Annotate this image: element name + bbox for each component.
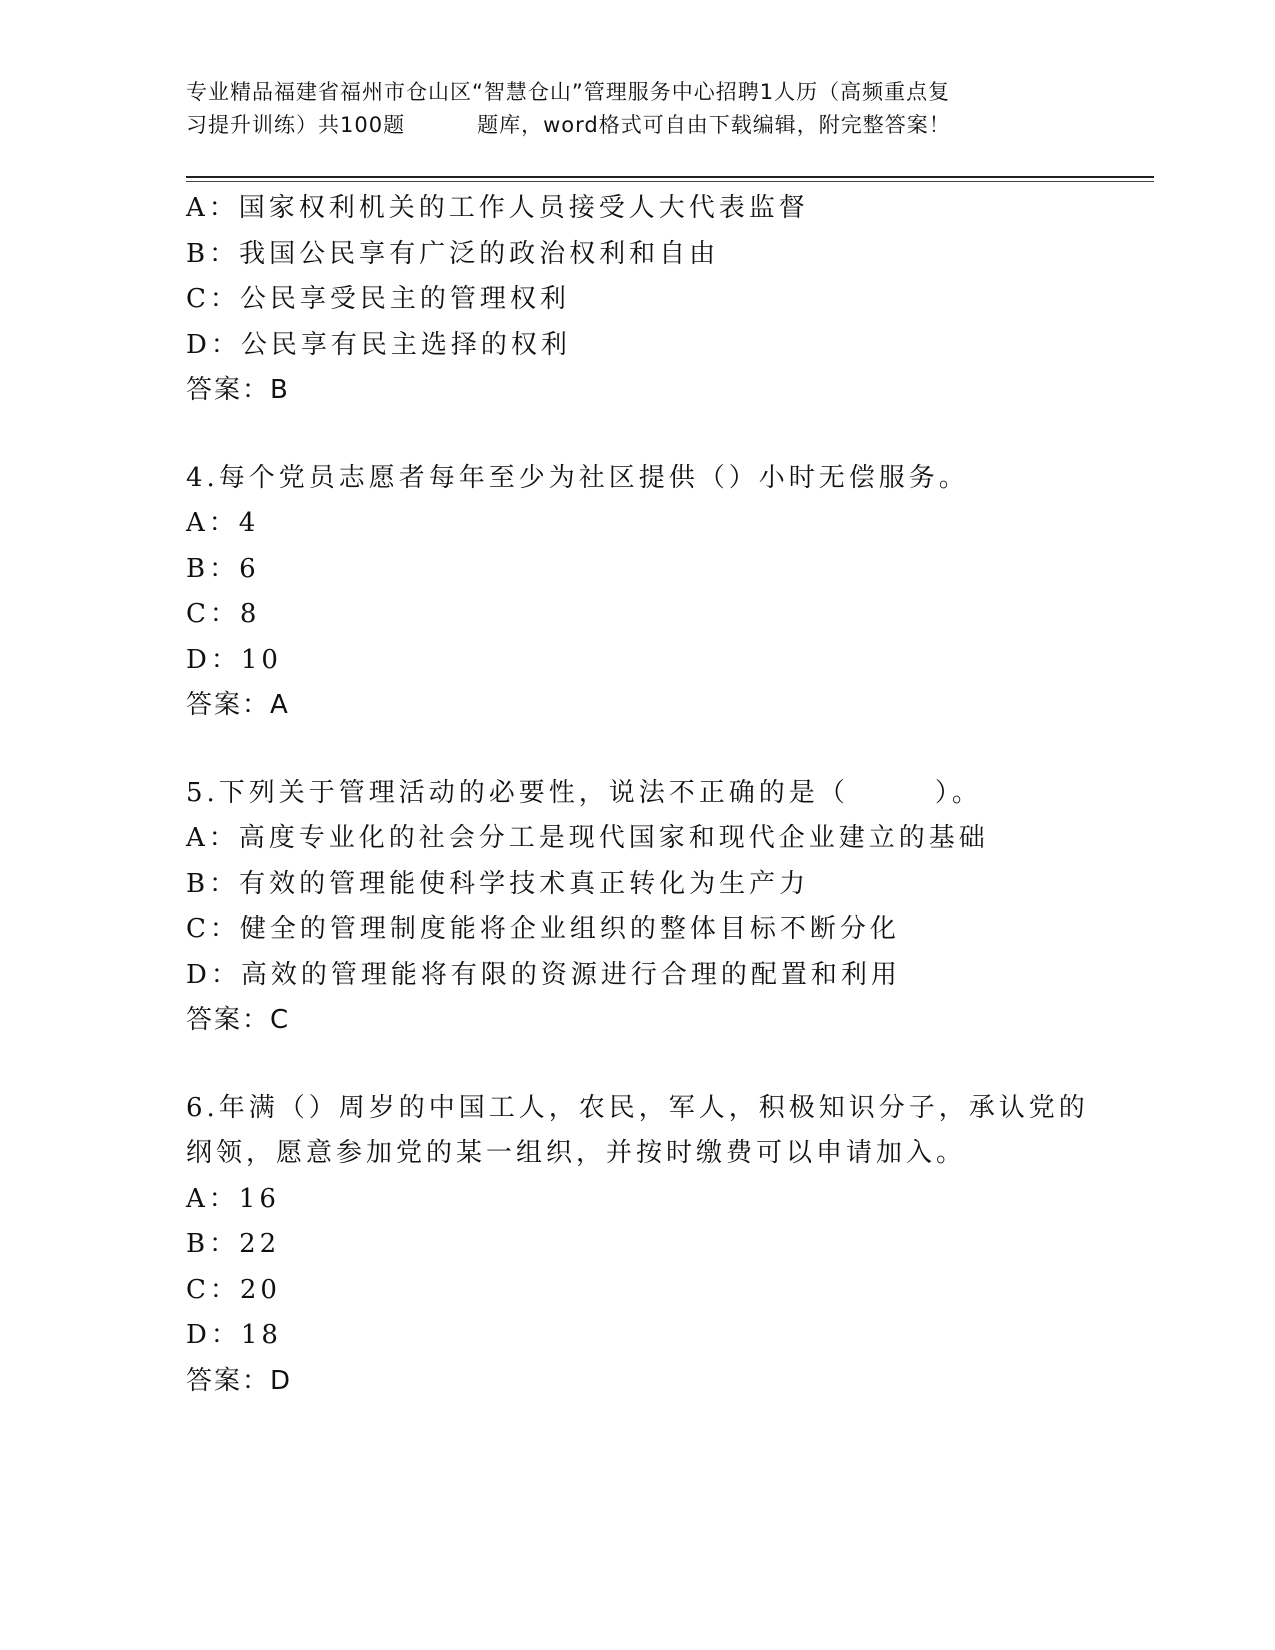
question-spacer [186, 1044, 1146, 1086]
option-a: A：4 [186, 508, 260, 538]
question-block-3 [186, 186, 1146, 414]
option-b: B：6 [186, 553, 260, 584]
option-b: B：有效的管理能使科学技术真正转化为生产力 [186, 868, 810, 899]
option-d: D：10 [186, 644, 282, 675]
option-d: D：18 [186, 1320, 282, 1350]
question-stem-line-1: 6.年满（）周岁的中国工人，农民，军人，积极知识分子，承认党的 [186, 1092, 1089, 1123]
question-block-5 [186, 771, 1146, 1044]
question-block-6 [186, 1086, 1146, 1405]
option-c: C：20 [186, 1274, 281, 1305]
answer-line: 答案：A [186, 690, 290, 720]
answer-line: 答案：C [186, 1005, 291, 1035]
option-c: C：8 [186, 599, 261, 629]
header-line-1: 专业精品福建省福州市仓山区“智慧仓山”管理服务中心招聘1人历（高频重点复 [186, 80, 951, 104]
header-line-2-part-1: 习提升训练）共100题 [186, 113, 406, 137]
answer-line: 答案：B [186, 375, 290, 405]
question-spacer [186, 729, 1146, 771]
header-line-2-part-2: 题库，word格式可自由下载编辑，附完整答案！ [477, 113, 951, 137]
option-d: D：公民享有民主选择的权利 [186, 329, 571, 360]
question-block-4 [186, 456, 1146, 729]
answer-line: 答案：D [186, 1365, 293, 1396]
header-divider-thin [186, 181, 1154, 182]
question-list [186, 186, 1146, 1404]
option-b: B：22 [186, 1229, 281, 1259]
question-stem-line-2: 纲领，愿意参加党的某一组织，并按时缴费可以申请加入。 [186, 1138, 967, 1168]
header-line-2 [186, 109, 1086, 142]
header-divider-thick [186, 176, 1154, 178]
option-c: C：公民享受民主的管理权利 [186, 284, 570, 314]
question-stem-after-blank: ）。 [934, 777, 982, 808]
option-a: A：高度专业化的社会分工是现代国家和现代企业建立的基础 [186, 823, 989, 853]
option-a: A：16 [186, 1183, 280, 1214]
question-stem-before-blank: 5.下列关于管理活动的必要性，说法不正确的是（ [186, 777, 849, 808]
question-stem [186, 771, 1146, 817]
option-d: D：高效的管理能将有限的资源进行合理的配置和利用 [186, 959, 901, 990]
document-header [186, 76, 1086, 142]
option-a: A：国家权利机关的工作人员接受人大代表监督 [186, 193, 809, 223]
option-c: C：健全的管理制度能将企业组织的整体目标不断分化 [186, 914, 900, 944]
question-stem: 4.每个党员志愿者每年至少为社区提供（）小时无偿服务。 [186, 462, 969, 493]
option-b: B：我国公民享有广泛的政治权利和自由 [186, 238, 720, 269]
question-spacer [186, 414, 1146, 456]
